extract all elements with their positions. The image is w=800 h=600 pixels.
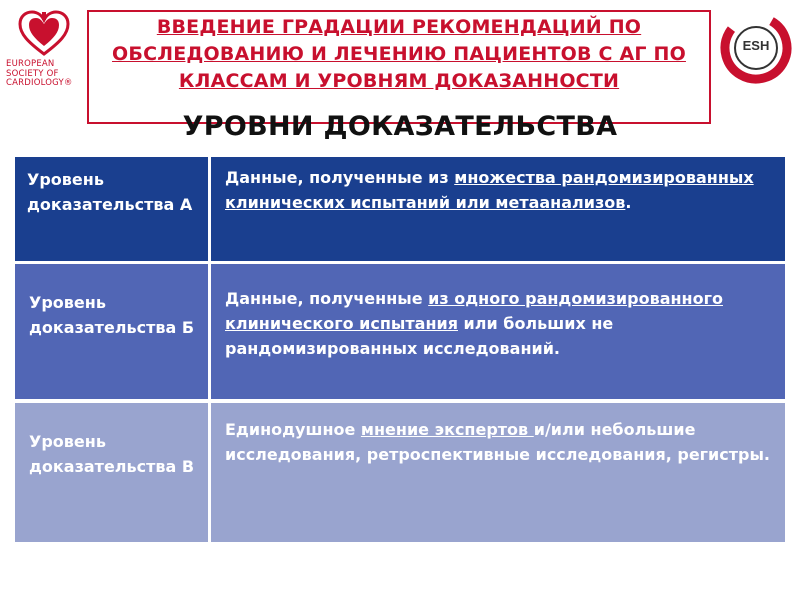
esc-logo-text: EUROPEAN SOCIETY OF CARDIOLOGY®: [6, 59, 73, 88]
level-cell: Уровень доказательства В: [15, 403, 208, 542]
table-row: [15, 403, 785, 542]
heart-logo-icon: [18, 10, 70, 58]
description-text: Данные, полученные из: [225, 168, 455, 187]
description-underlined: из одного рандомизированного клинического испытания: [225, 289, 723, 333]
description-text: Данные, полученные: [225, 289, 429, 308]
description-text: или больших не рандомизированных исследований.: [225, 314, 614, 358]
esh-logo: [716, 8, 796, 88]
evidence-levels-table: [15, 157, 785, 542]
description-cell: [211, 264, 785, 399]
title-box: [87, 10, 711, 124]
section-subtitle: УРОВНИ ДОКАЗАТЕЛЬСТВА: [182, 111, 618, 142]
description-underlined: множества рандомизированных клинических испытаний или метаанализов: [225, 168, 754, 212]
table-row: [15, 264, 785, 399]
esc-logo: [6, 10, 84, 100]
description-underlined: мнение экспертов: [360, 420, 534, 439]
description-text: .: [625, 193, 632, 212]
description-cell: [211, 403, 785, 542]
page-title: ВВЕДЕНИЕ ГРАДАЦИИ РЕКОМЕНДАЦИЙ ПО ОБСЛЕДОВАНИЮ И ЛЕЧЕНИЮ ПАЦИЕНТОВ С АГ ПО КЛАССАМ И УРОВНЯМ ДОКАЗАННОСТИ: [112, 16, 686, 92]
description-text: и/или небольшие исследования, ретроспективные исследования, регистры.: [225, 420, 771, 464]
table-row: [15, 157, 785, 261]
description-text: Единодушное: [225, 420, 361, 439]
level-cell: Уровень доказательства А: [15, 157, 208, 261]
esh-label: ESH: [742, 38, 770, 53]
level-cell: Уровень доказательства Б: [15, 264, 208, 399]
description-cell: [211, 157, 785, 261]
